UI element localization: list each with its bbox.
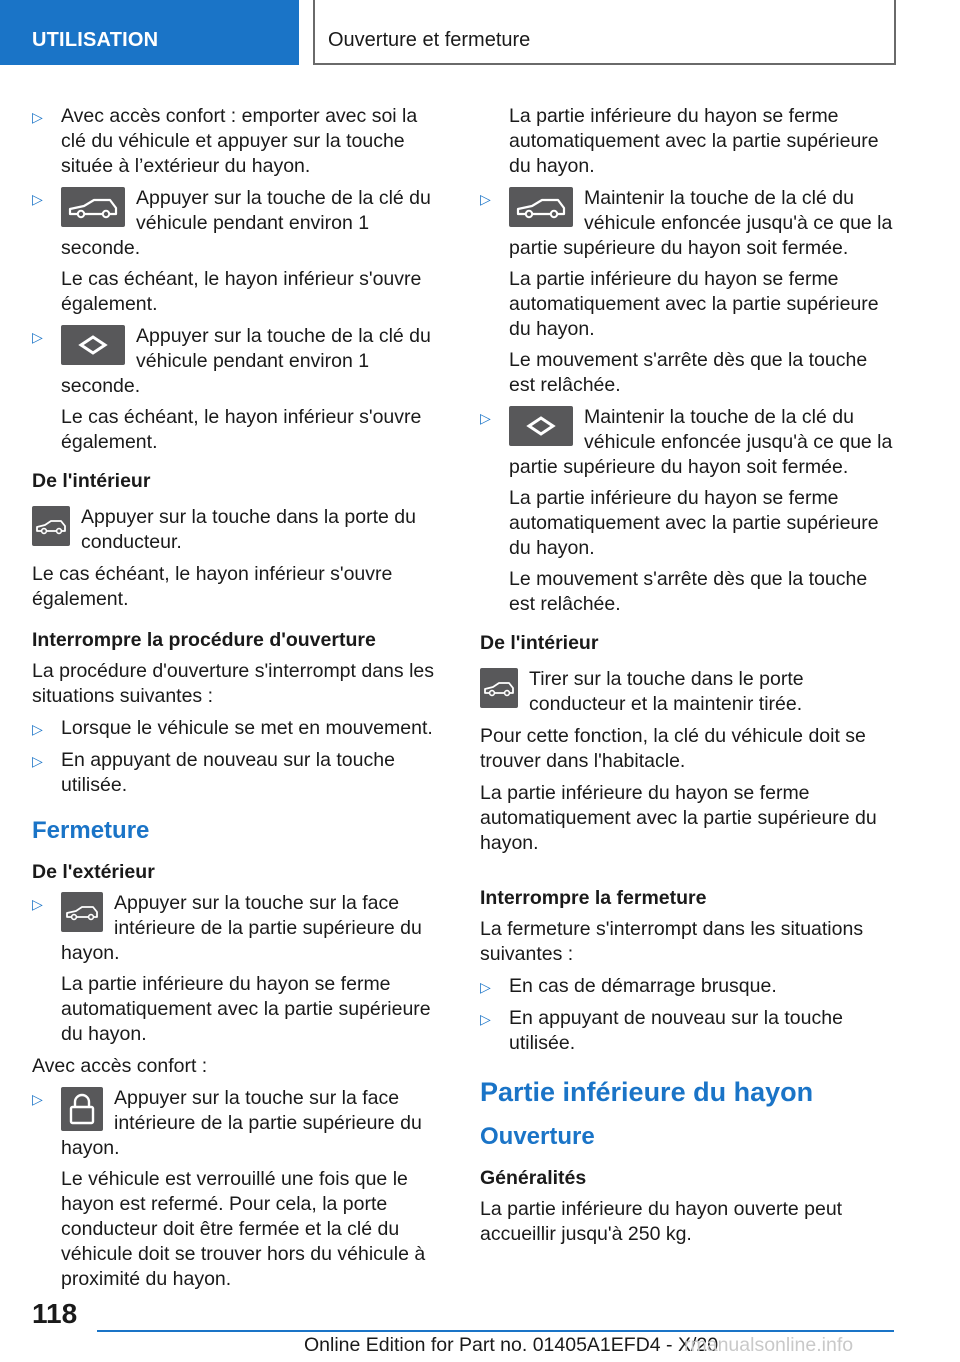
tailgate-car-icon bbox=[32, 506, 70, 546]
list-item: ▷ Maintenir la touche de la clé du véhicule enfoncée jusqu'à ce que la partie supérieure du hayon soit fermée. La partie inférieure du hayon se ferme automatiquement avec la partie supérieure du hayon. Le mouvement s'arrête dès que la touche est relâchée. bbox=[480, 406, 893, 615]
bullet-triangle-icon: ▷ bbox=[480, 410, 491, 426]
heading-ouverture: Ouverture bbox=[480, 1123, 595, 1150]
tailgate-car-icon bbox=[61, 187, 125, 227]
bullet-triangle-icon: ▷ bbox=[480, 1011, 491, 1027]
bullet-triangle-icon: ▷ bbox=[32, 191, 43, 207]
edition-label: Online Edition for Part no. 01405A1EFD4 - X/20 bbox=[304, 1334, 719, 1356]
list-item: ▷ En appuyant de nouveau sur la touche utilisée. bbox=[480, 1007, 843, 1054]
section-label: UTILISATION bbox=[32, 29, 159, 51]
bullet-triangle-icon: ▷ bbox=[480, 191, 491, 207]
heading-interior: De l'intérieur bbox=[480, 632, 599, 654]
page-number: 118 bbox=[32, 1298, 78, 1329]
heading-fermeture: Fermeture bbox=[32, 817, 150, 844]
bullet-triangle-icon: ▷ bbox=[32, 896, 43, 912]
watermark: rmanualsonline.info bbox=[684, 1334, 854, 1356]
bullet-triangle-icon: ▷ bbox=[480, 979, 491, 995]
list-item: ▷ Maintenir la touche de la clé du véhicule enfoncée jusqu'à ce que la partie supérieure du hayon soit fermée. La partie inférieure du hayon se ferme automatiquement avec la partie supérieure du hayon. Le mouvement s'arrête dès que la touche est relâchée. bbox=[480, 187, 893, 396]
list-item: ▷ Appuyer sur la touche sur la face intérieure de la partie supérieure du hayon. Le véhicule est verrouillé une fois que le hayon est refermé. Pour cela, la porte conducteur doit être fermée et la clé du véhicule doit se trouver hors du véhicule à proximité du hayon. bbox=[32, 1087, 426, 1290]
heading-lower-tailgate: Partie inférieure du hayon bbox=[480, 1077, 814, 1107]
list-item: ▷ Avec accès confort : emporter avec soi la clé du véhicule et appuyer sur la touche située à l’extérieur du hayon. bbox=[32, 105, 418, 177]
section-tab bbox=[0, 0, 299, 65]
bullet-triangle-icon: ▷ bbox=[32, 109, 43, 125]
heading-general: Généralités bbox=[480, 1167, 587, 1189]
bullet-triangle-icon: ▷ bbox=[32, 1091, 43, 1107]
heading-interrupt: Interrompre la procédure d'ouverture bbox=[32, 629, 376, 651]
bullet-triangle-icon: ▷ bbox=[32, 721, 43, 737]
list-item: ▷ Appuyer sur la touche de la clé du véhicule pendant environ 1 seconde. Le cas échéant, le hayon inférieur s'ouvre également. bbox=[32, 187, 431, 315]
heading-interior: De l'intérieur bbox=[32, 470, 151, 492]
bullet-triangle-icon: ▷ bbox=[32, 753, 43, 769]
list-item: ▷ Lorsque le véhicule se met en mouvement. bbox=[32, 716, 442, 741]
lock-icon bbox=[61, 1087, 103, 1131]
left-column: ▷ Avec accès confort : emporter avec soi la clé du véhicule et appuyer sur la touche située à l’extérieur du hayon. ▷ Appuyer sur la touche de la clé du véhicule pendant environ 1 seconde. Le cas échéant, le hayon inférieur s'ouvre également. ▷ Appuyer sur la touche de la clé du véhicule pendant environ 1 seconde. Le cas échéant, le hayon inférieur s'ouvre également. De l'intérieur Appuyer sur la touche dans la porte du conducteur. Le cas échéant, le hayon inférieur s'ouvre également. Interrompre la procédure d'ouverture La procédure d'ouverture s'interrompt dans les situations suivantes : ▷ Lorsque le véhicule se met en mouvement. ▷ En appuyant de nouveau sur la touche utilisée. Fermeture De l'extérieur ▷ Appuyer sur la touche sur la face intérieure de la partie supérieure du hayon. La partie inférieure du hayon se ferme automatiquement avec la partie supérieure du hayon. Avec accès confort : ▷ Appuyer sur la touche sur la face intérieure de la partie supérieure du hayon. Le véhicule est verrouillé une fois que le hayon est refermé. Pour cela, la porte conducteur doit être fermée et la clé du véhicule doit se trouver hors du véhicule à proximité du hayon. bbox=[32, 104, 442, 1299]
tailgate-car-icon bbox=[509, 187, 573, 227]
list-item: ▷ Appuyer sur la touche de la clé du véhicule pendant environ 1 seconde. Le cas échéant, le hayon inférieur s'ouvre également. bbox=[32, 325, 431, 453]
heading-exterior: De l'extérieur bbox=[32, 861, 155, 883]
right-column: La partie inférieure du hayon se ferme automatiquement avec la partie supérieure du hayon. ▷ Maintenir la touche de la clé du véhicule enfoncée jusqu'à ce que la partie supérieure du hayon soit fermée. La partie inférieure du hayon se ferme automatiquement avec la partie supérieure du hayon. Le mouvement s'arrête dès que la touche est relâchée. ▷ Maintenir la touche de la clé du véhicule enfoncée jusqu'à ce que la partie supérieure du hayon soit fermée. La partie inférieure du hayon se ferme automatiquement avec la partie supérieure du hayon. Le mouvement s'arrête dès que la touche est relâchée. De l'intérieur Tirer sur la touche dans le porte conducteur et la maintenir tirée. Pour cette fonction, la clé du véhicule doit se trouver dans l'habitacle. La partie inférieure du hayon se ferme automatiquement avec la partie supérieure du hayon. Interrompre la fermeture La fermeture s'interrompt dans les situations suivantes : ▷ En cas de démarrage brusque. ▷ En appuyant de nouveau sur la touche utilisée. Partie inférieure du hayon Ouverture Généralités La partie inférieure du hayon ouverte peut accueillir jusqu'à 250 kg. bbox=[480, 104, 898, 1247]
heading-interrupt-close: Interrompre la fermeture bbox=[480, 887, 707, 909]
list-item: ▷ En cas de démarrage brusque. bbox=[480, 974, 898, 999]
list-item: ▷ En appuyant de nouveau sur la touche utilisée. bbox=[32, 749, 395, 796]
tailgate-car-icon bbox=[61, 892, 103, 932]
list-item: ▷ Appuyer sur la touche sur la face intérieure de la partie supérieure du hayon. La partie inférieure du hayon se ferme automatiquement avec la partie supérieure du hayon. bbox=[32, 892, 431, 1045]
chapter-header bbox=[313, 0, 896, 65]
chapter-title: Ouverture et fermeture bbox=[328, 29, 531, 51]
footer-divider bbox=[97, 1330, 894, 1332]
diamond-icon bbox=[61, 325, 125, 365]
bullet-triangle-icon: ▷ bbox=[32, 329, 43, 345]
tailgate-car-icon bbox=[480, 668, 518, 708]
diamond-icon bbox=[509, 406, 573, 446]
